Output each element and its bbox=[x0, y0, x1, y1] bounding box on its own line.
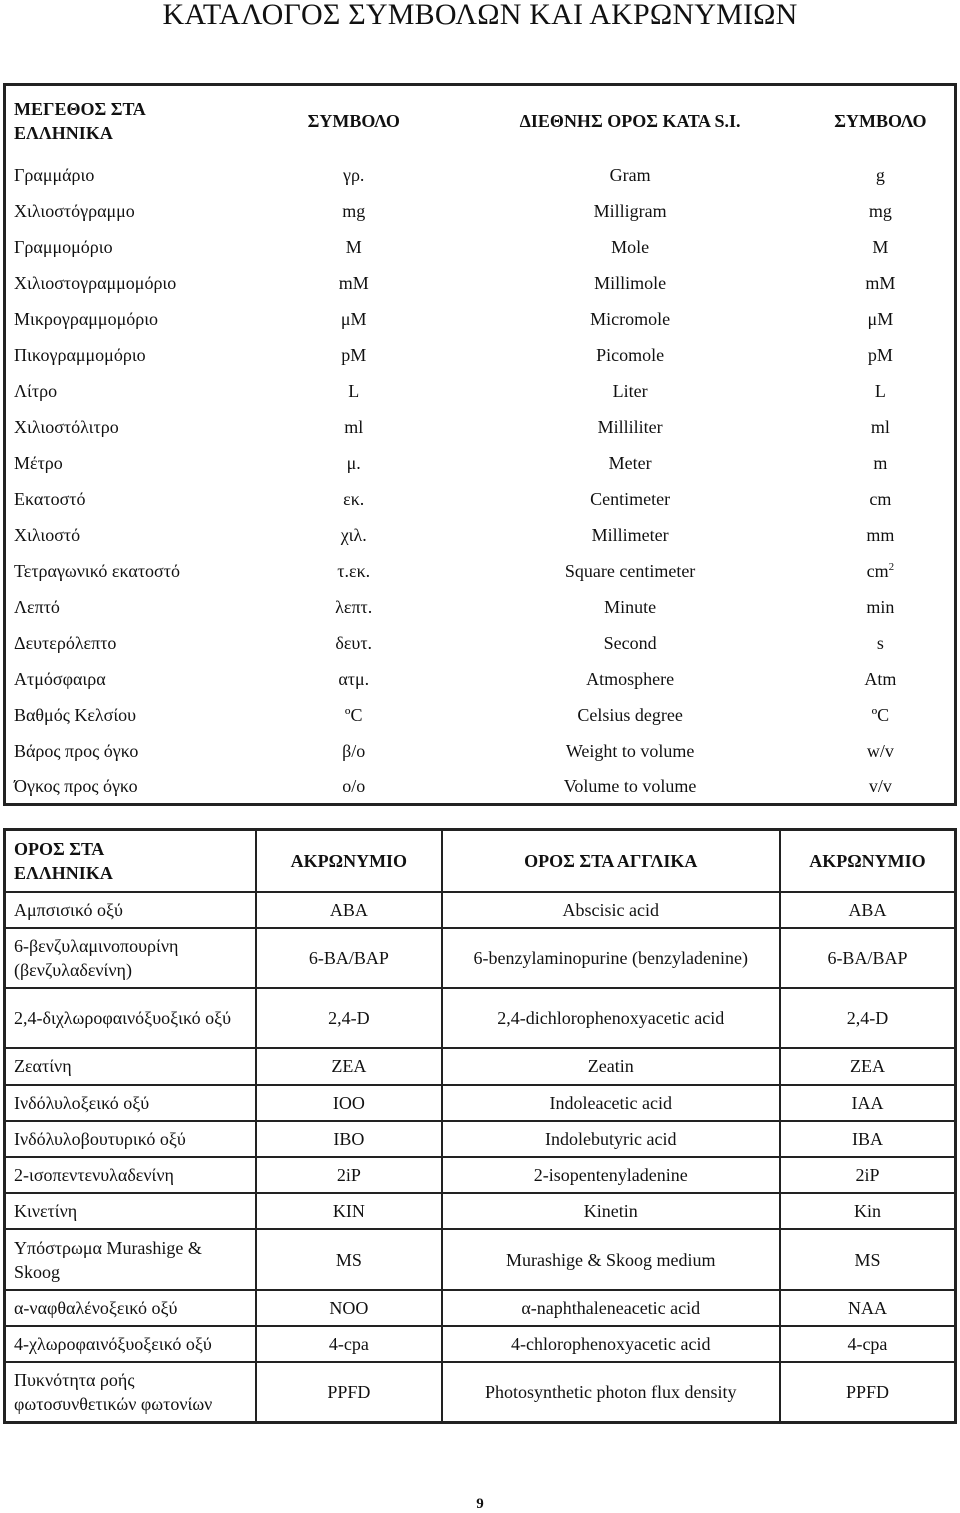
greek-quantity-cell: Όγκος προς όγκο bbox=[14, 775, 138, 796]
table-row bbox=[5, 517, 956, 553]
greek-symbol-cell: χιλ. bbox=[340, 524, 367, 545]
table-row bbox=[5, 373, 956, 409]
english-acronym-cell: 2,4-D bbox=[780, 988, 956, 1048]
greek-acronym-cell: ΖΕΑ bbox=[256, 1048, 441, 1084]
greek-symbol-cell: mM bbox=[338, 272, 369, 293]
si-symbol-cell bbox=[807, 373, 956, 409]
greek-term-cell: Ινδόλυλοβουτυρικό οξύ bbox=[5, 1121, 257, 1157]
header-greek-symbol: ΣΥΜΒΟΛΟ bbox=[307, 111, 400, 132]
header-greek-acronym: ΑΚΡΩΝΥΜΙΟ bbox=[256, 830, 441, 892]
units-symbols-table bbox=[3, 83, 957, 806]
english-acronym-cell: IAA bbox=[780, 1085, 956, 1121]
greek-quantity-cell: Λίτρο bbox=[14, 380, 58, 401]
si-term-cell: Centimeter bbox=[590, 488, 671, 509]
si-symbol-text: pM bbox=[867, 344, 893, 365]
greek-term-cell: Κινετίνη bbox=[5, 1193, 257, 1229]
greek-term-cell: 2-ισοπεντενυλαδενίνη bbox=[5, 1157, 257, 1193]
table-row bbox=[5, 769, 956, 805]
english-term-cell: Indolebutyric acid bbox=[442, 1121, 780, 1157]
greek-symbol-cell: εκ. bbox=[343, 488, 365, 509]
si-term-cell: Millimole bbox=[594, 272, 667, 293]
table-row bbox=[5, 928, 956, 988]
greek-symbol-cell: ml bbox=[344, 416, 364, 437]
table-row bbox=[5, 1290, 956, 1326]
si-term-cell: Second bbox=[603, 632, 657, 653]
table-row bbox=[5, 1157, 956, 1193]
table-row bbox=[5, 988, 956, 1048]
si-symbol-cell bbox=[807, 733, 956, 769]
si-symbol-cell bbox=[807, 445, 956, 481]
english-term-cell: Photosynthetic photon flux density bbox=[442, 1362, 780, 1422]
table-row bbox=[5, 697, 956, 733]
header-greek-term: ΟΡΟΣ ΣΤΑ ΕΛΛΗΝΙΚΑ bbox=[5, 830, 257, 892]
si-symbol-text: m bbox=[873, 452, 888, 473]
greek-term-cell: 4-χλωροφαινόξυοξεικό οξύ bbox=[5, 1326, 257, 1362]
greek-acronym-cell: ΙΒΟ bbox=[256, 1121, 441, 1157]
si-symbol-cell bbox=[807, 337, 956, 373]
si-term-cell: Celsius degree bbox=[577, 704, 683, 725]
si-symbol-text: cm bbox=[866, 560, 889, 581]
greek-symbol-cell: τ.εκ. bbox=[337, 560, 371, 581]
si-symbol-cell bbox=[807, 661, 956, 697]
table-row bbox=[5, 589, 956, 625]
english-term-cell: Abscisic acid bbox=[442, 892, 780, 928]
header-greek-quantity: ΜΕΓΕΘΟΣ ΣΤΑ ΕΛΛΗΝΙΚΑ bbox=[14, 99, 145, 144]
greek-symbol-cell: μ. bbox=[346, 452, 361, 473]
si-symbol-text: mM bbox=[865, 272, 896, 293]
greek-quantity-cell: Χιλιοστογραμμομόριο bbox=[14, 272, 177, 293]
english-term-cell: 2-isopentenyladenine bbox=[442, 1157, 780, 1193]
si-term-cell: Meter bbox=[608, 452, 652, 473]
english-term-cell: 4-chlorophenoxyacetic acid bbox=[442, 1326, 780, 1362]
si-term-cell: Weight to volume bbox=[565, 740, 695, 761]
header-english-acronym: ΑΚΡΩΝΥΜΙΟ bbox=[780, 830, 956, 892]
si-symbol-cell bbox=[807, 697, 956, 733]
table-row bbox=[5, 1193, 956, 1229]
greek-acronym-cell: 2iP bbox=[256, 1157, 441, 1193]
english-term-cell: Indoleacetic acid bbox=[442, 1085, 780, 1121]
greek-quantity-cell: Εκατοστό bbox=[14, 488, 86, 509]
english-acronym-cell: 6-BA/BAP bbox=[780, 928, 956, 988]
greek-symbol-cell: mg bbox=[342, 200, 366, 221]
greek-acronym-cell: 2,4-D bbox=[256, 988, 441, 1048]
si-symbol-text: μM bbox=[867, 308, 894, 329]
si-symbol-cell bbox=[807, 409, 956, 445]
si-symbol-text: cm bbox=[869, 488, 892, 509]
english-term-cell: Murashige & Skoog medium bbox=[442, 1229, 780, 1289]
greek-term-cell: Πυκνότητα ροής φωτοσυνθετικών φωτονίων bbox=[5, 1362, 257, 1422]
greek-acronym-cell: MS bbox=[256, 1229, 441, 1289]
greek-symbol-cell: ο/ο bbox=[342, 775, 366, 796]
table-row bbox=[5, 193, 956, 229]
greek-term-cell: 6-βενζυλαμινοπουρίνη (βενζυλαδενίνη) bbox=[5, 928, 257, 988]
si-symbol-text: s bbox=[876, 632, 884, 653]
si-symbol-cell bbox=[807, 517, 956, 553]
greek-quantity-cell: Ατμόσφαιρα bbox=[14, 668, 106, 689]
greek-quantity-cell: Τετραγωνικό εκατοστό bbox=[14, 560, 180, 581]
english-term-cell: Kinetin bbox=[442, 1193, 780, 1229]
greek-symbol-cell: pM bbox=[341, 344, 367, 365]
greek-symbol-cell: L bbox=[348, 380, 360, 401]
english-acronym-cell: ZEA bbox=[780, 1048, 956, 1084]
greek-term-cell: 2,4-διχλωροφαινόξυοξικό οξύ bbox=[5, 988, 257, 1048]
table-row bbox=[5, 301, 956, 337]
table-row bbox=[5, 265, 956, 301]
si-term-cell: Gram bbox=[609, 164, 651, 185]
greek-symbol-cell: ατμ. bbox=[338, 668, 370, 689]
english-term-cell: α-naphthaleneacetic acid bbox=[442, 1290, 780, 1326]
english-acronym-cell: 2iP bbox=[780, 1157, 956, 1193]
greek-quantity-cell: Μικρογραμμομόριο bbox=[14, 308, 159, 329]
si-term-cell: Minute bbox=[604, 596, 657, 617]
si-term-cell: Liter bbox=[612, 380, 648, 401]
table-row bbox=[5, 625, 956, 661]
greek-term-cell: Ινδόλυλοξεικό οξύ bbox=[5, 1085, 257, 1121]
table-row bbox=[5, 1048, 956, 1084]
si-term-cell: Milligram bbox=[593, 200, 667, 221]
si-symbol-text: mm bbox=[866, 524, 895, 545]
table-row bbox=[5, 445, 956, 481]
greek-term-cell: Υπόστρωμα Murashige & Skoog bbox=[5, 1229, 257, 1289]
si-term-cell: Picomole bbox=[596, 344, 665, 365]
si-symbol-cell bbox=[807, 265, 956, 301]
si-term-cell: Mole bbox=[611, 236, 650, 257]
si-term-cell: Millimeter bbox=[591, 524, 669, 545]
english-term-cell: Zeatin bbox=[442, 1048, 780, 1084]
si-symbol-cell bbox=[807, 589, 956, 625]
greek-term-cell: Ζεατίνη bbox=[5, 1048, 257, 1084]
page-number: 9 bbox=[476, 1496, 484, 1512]
table-row bbox=[5, 553, 956, 589]
greek-acronym-cell: ΚΙΝ bbox=[256, 1193, 441, 1229]
si-term-cell: Micromole bbox=[590, 308, 671, 329]
greek-quantity-cell: Χιλιοστό bbox=[14, 524, 81, 545]
english-term-cell: 6-benzylaminopurine (benzyladenine) bbox=[442, 928, 780, 988]
greek-quantity-cell: Βαθμός Κελσίου bbox=[14, 704, 137, 725]
greek-quantity-cell: Πικογραμμομόριο bbox=[14, 344, 146, 365]
units-header-row bbox=[5, 85, 956, 157]
greek-quantity-cell: Γραμμάριο bbox=[14, 164, 95, 185]
si-symbol-cell bbox=[807, 625, 956, 661]
acronyms-header-row bbox=[5, 830, 956, 892]
english-acronym-cell: Kin bbox=[780, 1193, 956, 1229]
page-title: ΚΑΤΑΛΟΓΟΣ ΣΥΜΒΟΛΩΝ ΚΑΙ ΑΚΡΩΝΥΜΙΩΝ bbox=[162, 0, 798, 31]
table-row bbox=[5, 1121, 956, 1157]
table-row bbox=[5, 661, 956, 697]
si-symbol-text: ml bbox=[870, 416, 890, 437]
english-acronym-cell: ABA bbox=[780, 892, 956, 928]
greek-acronym-cell: ΑΒΑ bbox=[256, 892, 441, 928]
header-si-term: ΔΙΕΘΝΗΣ ΟΡΟΣ ΚΑΤΑ S.I. bbox=[519, 111, 741, 132]
si-term-cell: Atmosphere bbox=[586, 668, 675, 689]
english-acronym-cell: 4-cpa bbox=[780, 1326, 956, 1362]
si-symbol-cell bbox=[807, 301, 956, 337]
si-term-cell: Volume to volume bbox=[563, 775, 697, 796]
greek-symbol-cell: δευτ. bbox=[335, 632, 373, 653]
si-symbol-text: Atm bbox=[864, 668, 897, 689]
table-row bbox=[5, 229, 956, 265]
greek-acronym-cell: ΙΟΟ bbox=[256, 1085, 441, 1121]
table-row bbox=[5, 1362, 956, 1422]
greek-acronym-cell: 6-ΒΑ/ΒΑΡ bbox=[256, 928, 441, 988]
greek-symbol-cell: γρ. bbox=[343, 164, 365, 185]
table-row bbox=[5, 1085, 956, 1121]
header-english-term: ΟΡΟΣ ΣΤΑ ΑΓΓΛΙΚΑ bbox=[442, 830, 780, 892]
english-acronym-cell: PPFD bbox=[780, 1362, 956, 1422]
si-symbol-text: w/v bbox=[866, 740, 894, 761]
greek-acronym-cell: ΝΟΟ bbox=[256, 1290, 441, 1326]
english-acronym-cell: MS bbox=[780, 1229, 956, 1289]
table-row bbox=[5, 1229, 956, 1289]
si-symbol-text: v/v bbox=[868, 775, 892, 796]
si-symbol-text: mg bbox=[868, 200, 892, 221]
greek-quantity-cell: Χιλιοστόγραμμο bbox=[14, 200, 135, 221]
table-row bbox=[5, 409, 956, 445]
table-row bbox=[5, 481, 956, 517]
si-symbol-cell bbox=[807, 553, 956, 589]
greek-quantity-cell: Βάρος προς όγκο bbox=[14, 740, 139, 761]
greek-term-cell: α-ναφθαλένοξεικό οξύ bbox=[5, 1290, 257, 1326]
greek-acronym-cell: PPFD bbox=[256, 1362, 441, 1422]
si-symbol-text: min bbox=[866, 596, 895, 617]
greek-acronym-cell: 4-cpa bbox=[256, 1326, 441, 1362]
si-symbol-text: g bbox=[875, 164, 885, 185]
acronyms-table bbox=[3, 828, 957, 1424]
si-term-cell: Square centimeter bbox=[564, 560, 696, 581]
english-term-cell: 2,4-dichlorophenoxyacetic acid bbox=[442, 988, 780, 1048]
si-symbol-cell bbox=[807, 229, 956, 265]
table-row bbox=[5, 157, 956, 193]
greek-symbol-cell: μM bbox=[340, 308, 367, 329]
table-row bbox=[5, 892, 956, 928]
si-term-cell: Milliliter bbox=[597, 416, 663, 437]
table-row bbox=[5, 1326, 956, 1362]
si-symbol-text: ºC bbox=[871, 704, 890, 725]
table-row bbox=[5, 733, 956, 769]
si-symbol-text: L bbox=[874, 380, 886, 401]
si-symbol-cell bbox=[807, 193, 956, 229]
greek-symbol-cell: β/ο bbox=[342, 740, 366, 761]
greek-term-cell: Αμπσισικό οξύ bbox=[5, 892, 257, 928]
greek-quantity-cell: Χιλιοστόλιτρο bbox=[14, 416, 119, 437]
greek-quantity-cell: Λεπτό bbox=[14, 596, 60, 617]
greek-symbol-cell: ºC bbox=[344, 704, 363, 725]
si-symbol-cell bbox=[807, 157, 956, 193]
english-acronym-cell: IBA bbox=[780, 1121, 956, 1157]
si-symbol-cell bbox=[807, 769, 956, 805]
greek-quantity-cell: Γραμμομόριο bbox=[14, 236, 113, 257]
greek-symbol-cell: M bbox=[345, 236, 362, 257]
greek-symbol-cell: λεπτ. bbox=[335, 596, 373, 617]
si-symbol-text: M bbox=[872, 236, 889, 257]
greek-quantity-cell: Δευτερόλεπτο bbox=[14, 632, 117, 653]
english-acronym-cell: NAA bbox=[780, 1290, 956, 1326]
table-row bbox=[5, 337, 956, 373]
superscript-exponent: 2 bbox=[888, 560, 895, 573]
si-symbol-cell bbox=[807, 481, 956, 517]
header-si-symbol: ΣΥΜΒΟΛΟ bbox=[834, 111, 927, 132]
greek-quantity-cell: Μέτρο bbox=[14, 452, 63, 473]
